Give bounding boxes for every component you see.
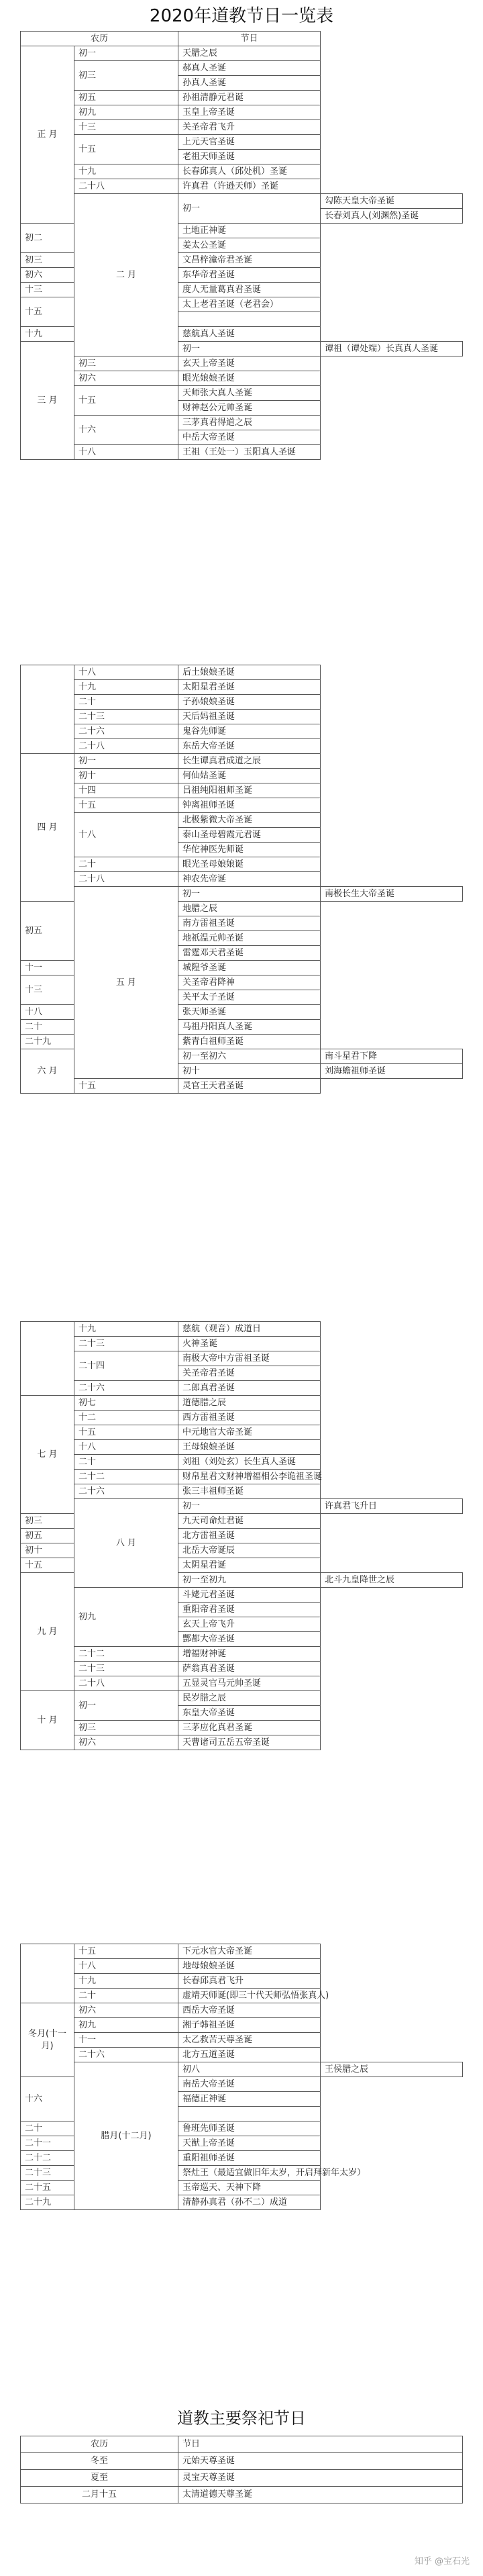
day-cell: 十四 [74,783,178,798]
festival-cell: 土地正神诞 [178,224,321,238]
day-cell: 二十四 [74,1351,178,1381]
day-cell: 初六 [74,1735,178,1750]
festival-cell: 萨翁真君圣诞 [178,1662,321,1676]
festival-cell: 城隍爷圣诞 [178,961,321,975]
festival-cell: 许真君（许逊天师）圣诞 [178,179,321,194]
festival-cell: 西岳大帝圣诞 [178,2003,321,2018]
main-day-cell: 二月十五 [21,2487,178,2503]
festival-cell: 孙真人圣诞 [178,76,321,91]
day-cell: 十九 [74,1322,178,1337]
day-cell: 二十二 [74,1647,178,1662]
festival-cell: 孙祖清静元君诞 [178,91,321,105]
month-cell: 六 月 [21,1049,74,1094]
day-cell: 十五 [21,297,74,327]
table-row [21,813,463,828]
festival-cell: 天后妈祖圣诞 [178,710,321,724]
festival-cell: 眼光娘娘圣诞 [178,371,321,386]
festival-cell: 神农先帝诞 [178,872,321,887]
day-cell: 二十三 [74,1662,178,1676]
day-cell: 初六 [74,2003,178,2018]
festival-cell: 文昌梓潼帝君圣诞 [178,253,321,268]
festival-cell: 清静孙真君（孙不二）成道 [178,2195,321,2210]
day-cell: 十九 [74,1974,178,1989]
day-cell: 初三 [21,1514,74,1529]
table-row [21,680,463,695]
day-cell: 十八 [74,665,178,680]
day-cell: 初三 [74,356,178,371]
table-row [21,371,463,386]
table-row [21,356,463,371]
day-cell: 二十一 [21,2136,74,2151]
month-cell: 九 月 [21,1573,74,1691]
day-cell: 初一至初九 [178,1573,321,1588]
table-row [21,1676,463,1691]
day-cell: 初十 [178,1064,321,1079]
festival-cell: 雷霆邓天君圣诞 [178,946,321,961]
month-cell: 五 月 [74,887,178,1079]
day-cell: 二十 [74,1455,178,1470]
day-cell: 十五 [74,1079,178,1094]
day-cell: 初一 [74,46,178,61]
table-row [21,1322,463,1337]
month-cell: 冬月(十一月) [21,2003,74,2077]
day-cell: 十三 [74,120,178,135]
festival-cell: 玄天上帝飞升 [178,1617,321,1632]
table-row [21,1959,463,1974]
month-cell: 八 月 [74,1499,178,1588]
day-cell: 初一 [178,887,321,902]
festival-cell: 吕祖纯阳祖师圣诞 [178,783,321,798]
month-cell: 七 月 [21,1396,74,1514]
festival-cell: 财帛星君文财神增福相公李诡祖圣诞 [178,1470,321,1484]
day-cell: 十一 [21,961,74,975]
table-row [21,1647,463,1662]
day-cell: 十一 [74,2033,178,2048]
festival-cell: 长生谭真君成道之辰 [178,754,321,769]
day-cell: 二十六 [74,2048,178,2062]
festival-cell: 重阳帝君圣诞 [178,1603,321,1617]
table-row [21,1944,463,1959]
festival-cell: 子孙娘娘圣诞 [178,695,321,710]
month-cell [21,1322,74,1396]
festival-cell: 灵官王天君圣诞 [178,1079,321,1094]
main-table-row [21,2470,463,2487]
month-cell: 腊月(十二月) [74,2062,178,2210]
day-cell: 二十三 [74,710,178,724]
festival-cell: 老祖天师圣诞 [178,150,321,164]
main-festival-cell: 太清道德天尊圣诞 [178,2487,463,2503]
table-row [21,1499,463,1514]
festival-cell: 关圣帝君飞升 [178,120,321,135]
month-cell: 四 月 [21,754,74,902]
day-cell: 初七 [74,1396,178,1411]
month-cell: 十 月 [21,1691,74,1750]
day-cell: 初九 [74,105,178,120]
table-row [21,1691,463,1706]
festival-cell: 五显灵官马元帅圣诞 [178,1676,321,1691]
festival-cell: 太阴星君诞 [178,1558,321,1573]
day-cell: 十五 [74,135,178,164]
festival-cell: 马祖丹阳真人圣诞 [178,1020,321,1035]
table-row [21,135,463,150]
day-cell: 十九 [21,327,74,342]
main-table-row [21,2487,463,2503]
day-cell: 二十六 [74,1484,178,1499]
day-cell: 二十六 [74,724,178,739]
festival-cell: 火神圣诞 [178,1337,321,1351]
festival-cell: 鲁班先师圣诞 [178,2121,321,2136]
table-row [21,179,463,194]
table-row [21,2033,463,2048]
watermark: 知乎 @宝石光 [414,2557,470,2567]
table-row [21,1337,463,1351]
day-cell: 初六 [74,371,178,386]
festival-cell: 关圣帝君降神 [178,975,321,990]
festival-cell: 下元水官大帝圣诞 [178,1944,321,1959]
festival-cell: 中岳大帝圣诞 [178,430,321,445]
day-cell: 十八 [74,445,178,460]
day-cell: 十九 [74,164,178,179]
main-festivals-title: 道教主要祭祀节日 [177,2409,306,2428]
main-header-calendar: 农历 [21,2436,178,2453]
festival-cell: 何仙姑圣诞 [178,769,321,783]
festival-cell: 张天师圣诞 [178,1005,321,1020]
festival-cell: 上元天官圣诞 [178,135,321,150]
festival-cell: 北斗九皇降世之辰 [321,1573,463,1588]
table-row [21,2003,463,2018]
festival-cell: 太乙救苦天尊圣诞 [178,2033,321,2048]
month-cell [21,1944,74,2003]
day-cell: 初一 [74,754,178,769]
day-cell: 二十三 [21,2166,74,2181]
festival-cell: 重阳祖师圣诞 [178,2151,321,2166]
festival-cell: 东皇大帝圣诞 [178,1706,321,1721]
table-row [21,695,463,710]
table-row [21,724,463,739]
table-row [21,754,463,769]
day-cell: 初九 [74,1588,178,1647]
table-row [21,1470,463,1484]
table-row [21,798,463,813]
day-cell: 十二 [74,1411,178,1425]
festival-cell: 东岳大帝圣诞 [178,739,321,754]
day-cell: 初一 [178,1499,321,1514]
day-cell: 初五 [21,1529,74,1543]
festival-cell: 泰山圣母碧霞元君诞 [178,828,321,843]
table-row [21,1440,463,1455]
day-cell: 十八 [74,1959,178,1974]
festival-cell: 南极大帝中方雷祖圣诞 [178,1351,321,1366]
festival-cell: 斗姥元君圣诞 [178,1588,321,1603]
festival-cell: 张三丰祖师圣诞 [178,1484,321,1499]
festival-cell: 北方雷祖圣诞 [178,1529,321,1543]
festival-cell: 姜太公圣诞 [178,238,321,253]
day-cell: 二十 [21,1020,74,1035]
day-cell: 初一至初六 [178,1049,321,1064]
festival-cell: 北岳大帝诞辰 [178,1543,321,1558]
table-row [21,857,463,872]
table-row [21,1662,463,1676]
festival-cell [178,2107,321,2121]
table-row [21,1351,463,1366]
festival-cell: 地母娘娘圣诞 [178,1959,321,1974]
table-row [21,1079,463,1094]
day-cell: 十八 [21,1005,74,1020]
festival-cell: 度人无量葛真君圣诞 [178,283,321,297]
festival-cell: 北极紫微大帝圣诞 [178,813,321,828]
main-header-festival: 节日 [178,2436,463,2453]
table-row [21,1484,463,1499]
festival-cell: 三茅真君得道之辰 [178,416,321,430]
day-cell: 二十二 [21,2151,74,2166]
festival-cell: 鬼谷先师诞 [178,724,321,739]
day-cell: 初八 [178,2062,321,2077]
festival-cell: 虚靖天师诞(即三十代天师弘悟张真人) [178,1989,321,2003]
festival-cell: 天师张大真人圣诞 [178,386,321,401]
day-cell: 十五 [21,1558,74,1573]
day-cell: 十五 [74,1944,178,1959]
day-cell: 初六 [21,268,74,283]
main-table-row [21,2453,463,2470]
table-row [21,1425,463,1440]
day-cell: 十三 [21,975,74,1005]
festival-cell: 增福财神诞 [178,1647,321,1662]
festival-cell: 太上老君圣诞（老君会） [178,297,321,312]
festival-cell: 紫青白祖师圣诞 [178,1035,321,1049]
table-row [21,1721,463,1735]
table-row [21,386,463,401]
table-row [21,1974,463,1989]
month-cell: 二 月 [74,194,178,356]
day-cell: 二十九 [21,1035,74,1049]
festival-cell: 长春邱真人（邱处机）圣诞 [178,164,321,179]
festival-cell [178,312,321,327]
festival-table-panel-1 [20,31,463,460]
festival-cell: 关圣帝君圣诞 [178,1366,321,1381]
day-cell: 初五 [21,902,74,961]
festival-cell: 九天司命灶君诞 [178,1514,321,1529]
day-cell: 二十 [21,2121,74,2136]
day-cell: 十五 [74,798,178,813]
table-row [21,665,463,680]
festival-cell: 南斗星君下降 [321,1049,463,1064]
day-cell: 十五 [74,1425,178,1440]
festival-cell: 华佗神医先师诞 [178,843,321,857]
festival-cell: 道德腊之辰 [178,1396,321,1411]
festival-cell: 南方雷祖圣诞 [178,916,321,931]
festival-cell: 玉帝巡天、天神下降 [178,2181,321,2195]
table-row [21,120,463,135]
day-cell: 十六 [74,416,178,445]
festival-cell: 西方雷祖圣诞 [178,1411,321,1425]
table-row [21,887,463,902]
festival-cell: 天猷上帝圣诞 [178,2136,321,2151]
festival-cell: 王母娘娘圣诞 [178,1440,321,1455]
table-row [21,105,463,120]
festival-cell: 眼光圣母娘娘诞 [178,857,321,872]
table-row [21,1588,463,1603]
month-cell [21,665,74,754]
festival-cell: 福德正神诞 [178,2092,321,2107]
day-cell: 二十三 [74,1337,178,1351]
table-row [21,1381,463,1396]
festival-cell: 太阳星君圣诞 [178,680,321,695]
day-cell: 初三 [74,1721,178,1735]
day-cell: 初九 [74,2018,178,2033]
festival-cell: 长春刘真人(刘渊然)圣诞 [321,209,463,224]
table-row [21,61,463,76]
table-row [21,1396,463,1411]
festival-cell: 玄天上帝圣诞 [178,356,321,371]
festival-cell: 关平太子圣诞 [178,990,321,1005]
table-row [21,872,463,887]
festival-cell: 王祖（王处一）玉阳真人圣诞 [178,445,321,460]
day-cell: 十三 [21,283,74,297]
festival-cell: 玉皇上帝圣诞 [178,105,321,120]
day-cell: 二十六 [74,1381,178,1396]
festival-cell: 地祇温元帅圣诞 [178,931,321,946]
table-row [21,91,463,105]
table-row [21,710,463,724]
festival-cell: 慈航（观音）成道日 [178,1322,321,1337]
festival-cell: 南极长生大帝圣诞 [321,887,463,902]
day-cell: 初一 [178,194,321,224]
festival-cell: 中元地官大帝圣诞 [178,1425,321,1440]
festival-cell: 王侯腊之辰 [321,2062,463,2077]
day-cell: 初一 [178,342,321,356]
day-cell: 二十八 [74,1676,178,1691]
festival-cell: 后土娘娘圣诞 [178,665,321,680]
page-title: 2020年道教节日一览表 [149,6,334,26]
festival-cell: 东华帝君圣诞 [178,268,321,283]
festival-cell: 郝真人圣诞 [178,61,321,76]
festival-cell: 许真君飞升日 [321,1499,463,1514]
festival-cell: 北方五道圣诞 [178,2048,321,2062]
day-cell: 二十八 [74,872,178,887]
header-festival: 节日 [178,32,321,46]
table-row [21,445,463,460]
table-row [21,1411,463,1425]
header-calendar: 农历 [21,32,178,46]
day-cell: 二十 [74,695,178,710]
day-cell: 初十 [74,769,178,783]
table-row [21,1989,463,2003]
festival-table-panel-3 [20,1321,463,1750]
table-row [21,2048,463,2062]
day-cell: 初三 [21,253,74,268]
festival-cell: 长春邱真君飞升 [178,1974,321,1989]
month-cell: 三 月 [21,342,74,460]
table-row [21,416,463,430]
month-cell: 正 月 [21,46,74,224]
table-row [21,46,463,61]
festival-cell: 天腊之辰 [178,46,321,61]
day-cell: 十八 [74,813,178,857]
festival-cell: 祭灶王（最适宜做旧年太岁，开启拜新年太岁） [178,2166,321,2181]
day-cell: 十八 [74,1440,178,1455]
main-day-cell: 夏至 [21,2470,178,2487]
day-cell: 二十五 [21,2181,74,2195]
day-cell: 初一 [74,1691,178,1721]
main-festival-cell: 元始天尊圣诞 [178,2453,463,2470]
table-row [21,1455,463,1470]
day-cell: 二十 [74,857,178,872]
table-row [21,2018,463,2033]
festival-cell: 三茅应化真君圣诞 [178,1721,321,1735]
main-festival-cell: 灵宝天尊圣诞 [178,2470,463,2487]
festival-cell: 天曹诸司五岳五帝圣诞 [178,1735,321,1750]
table-row [21,194,463,209]
table-row [21,164,463,179]
table-row [21,769,463,783]
day-cell: 初二 [21,224,74,253]
table-row [21,2062,463,2077]
day-cell: 二十二 [74,1470,178,1484]
main-day-cell: 冬至 [21,2453,178,2470]
day-cell: 初五 [74,91,178,105]
day-cell: 十九 [74,680,178,695]
day-cell: 初三 [74,61,178,91]
festival-cell: 酆都大帝圣诞 [178,1632,321,1647]
festival-cell: 勾陈天皇大帝圣诞 [321,194,463,209]
table-row [21,783,463,798]
festival-table-panel-2 [20,665,463,1094]
festival-cell: 地腊之辰 [178,902,321,916]
day-cell: 十六 [21,2077,74,2121]
table-row [21,739,463,754]
festival-cell: 谭祖（谭处端）长真真人圣诞 [321,342,463,356]
main-festivals-table [20,2436,463,2503]
day-cell: 二十九 [21,2195,74,2210]
festival-cell: 钟离祖师圣诞 [178,798,321,813]
day-cell: 二十 [74,1989,178,2003]
day-cell: 二十八 [74,179,178,194]
festival-cell: 二郎真君圣诞 [178,1381,321,1396]
festival-cell: 刘海蟾祖师圣诞 [321,1064,463,1079]
festival-cell: 财神赵公元帅圣诞 [178,401,321,416]
table-row [21,1735,463,1750]
festival-cell: 刘祖（刘处玄）长生真人圣诞 [178,1455,321,1470]
festival-cell: 南岳大帝圣诞 [178,2077,321,2092]
festival-cell: 慈航真人圣诞 [178,327,321,342]
day-cell: 二十八 [74,739,178,754]
festival-table-panel-4 [20,1944,463,2210]
day-cell: 初十 [21,1543,74,1558]
day-cell: 十五 [74,386,178,416]
festival-cell: 民岁腊之辰 [178,1691,321,1706]
festival-cell: 湘子韩祖圣诞 [178,2018,321,2033]
